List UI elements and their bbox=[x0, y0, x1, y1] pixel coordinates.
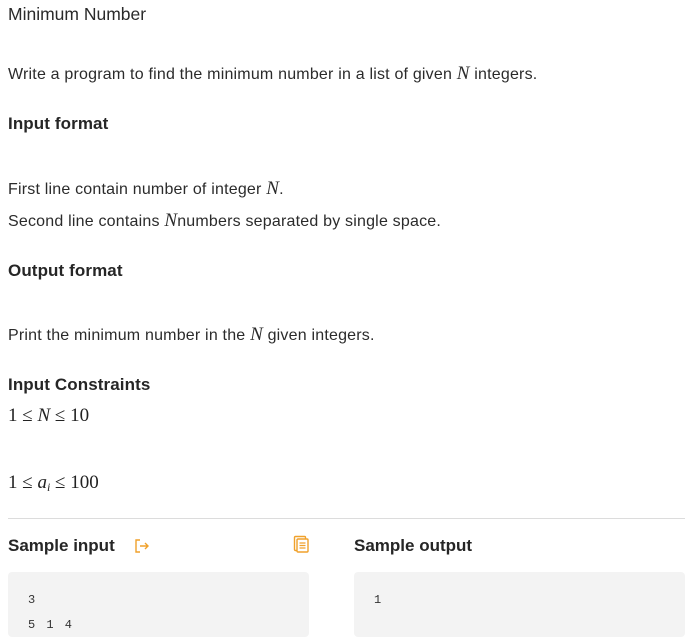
constraint-n-upper: 10 bbox=[70, 405, 90, 426]
problem-statement bbox=[8, 63, 537, 85]
constraint-n-op-2: ≤ bbox=[54, 405, 66, 426]
constraint-a-op-2: ≤ bbox=[55, 472, 66, 493]
input-line1-before: First line contain number of integer bbox=[8, 181, 267, 198]
input-format-heading: Input format bbox=[8, 114, 109, 133]
statement-var-n: N bbox=[456, 63, 470, 84]
sample-output-line-1: 1 bbox=[374, 593, 382, 607]
input-format-line-2 bbox=[8, 210, 441, 232]
arrow-export-icon[interactable] bbox=[134, 538, 150, 554]
constraint-n bbox=[8, 405, 89, 427]
constraint-n-var: N bbox=[37, 405, 51, 426]
statement-text-after: integers. bbox=[469, 66, 538, 83]
constraint-n-lower: 1 bbox=[8, 405, 18, 426]
constraint-a-op-1: ≤ bbox=[22, 472, 33, 493]
input-line1-var: N bbox=[266, 178, 280, 199]
sample-input-label: Sample input bbox=[8, 536, 115, 555]
section-divider bbox=[8, 518, 685, 519]
sample-input-box[interactable] bbox=[8, 572, 309, 637]
constraint-a-upper: 100 bbox=[70, 472, 99, 493]
input-line2-after: numbers separated by single space. bbox=[177, 213, 442, 230]
output-line1-after: given integers. bbox=[262, 327, 375, 344]
input-format-line-1 bbox=[8, 178, 284, 200]
output-line1-var: N bbox=[250, 324, 263, 345]
sample-output-label: Sample output bbox=[354, 536, 473, 555]
constraint-n-op-1: ≤ bbox=[22, 405, 33, 426]
input-line2-var: N bbox=[164, 210, 178, 231]
constraint-a-var: a bbox=[37, 472, 47, 493]
output-format-heading: Output format bbox=[8, 261, 123, 280]
output-format-line-1 bbox=[8, 324, 375, 346]
copy-icon[interactable] bbox=[293, 535, 309, 553]
constraint-a bbox=[8, 472, 99, 495]
sample-input-line-2: 5 1 4 bbox=[28, 618, 73, 632]
sample-input-line-1: 3 bbox=[28, 593, 36, 607]
constraints-heading: Input Constraints bbox=[8, 375, 151, 394]
sample-output-box[interactable] bbox=[354, 572, 685, 637]
input-line2-before: Second line contains bbox=[8, 213, 165, 230]
constraint-a-lower: 1 bbox=[8, 472, 18, 493]
statement-text-before: Write a program to find the minimum number in a list of given bbox=[8, 66, 457, 83]
constraint-a-sub: i bbox=[46, 480, 51, 494]
problem-title: Minimum Number bbox=[8, 4, 147, 24]
input-line1-after: . bbox=[279, 181, 284, 198]
output-line1-before: Print the minimum number in the bbox=[8, 327, 251, 344]
